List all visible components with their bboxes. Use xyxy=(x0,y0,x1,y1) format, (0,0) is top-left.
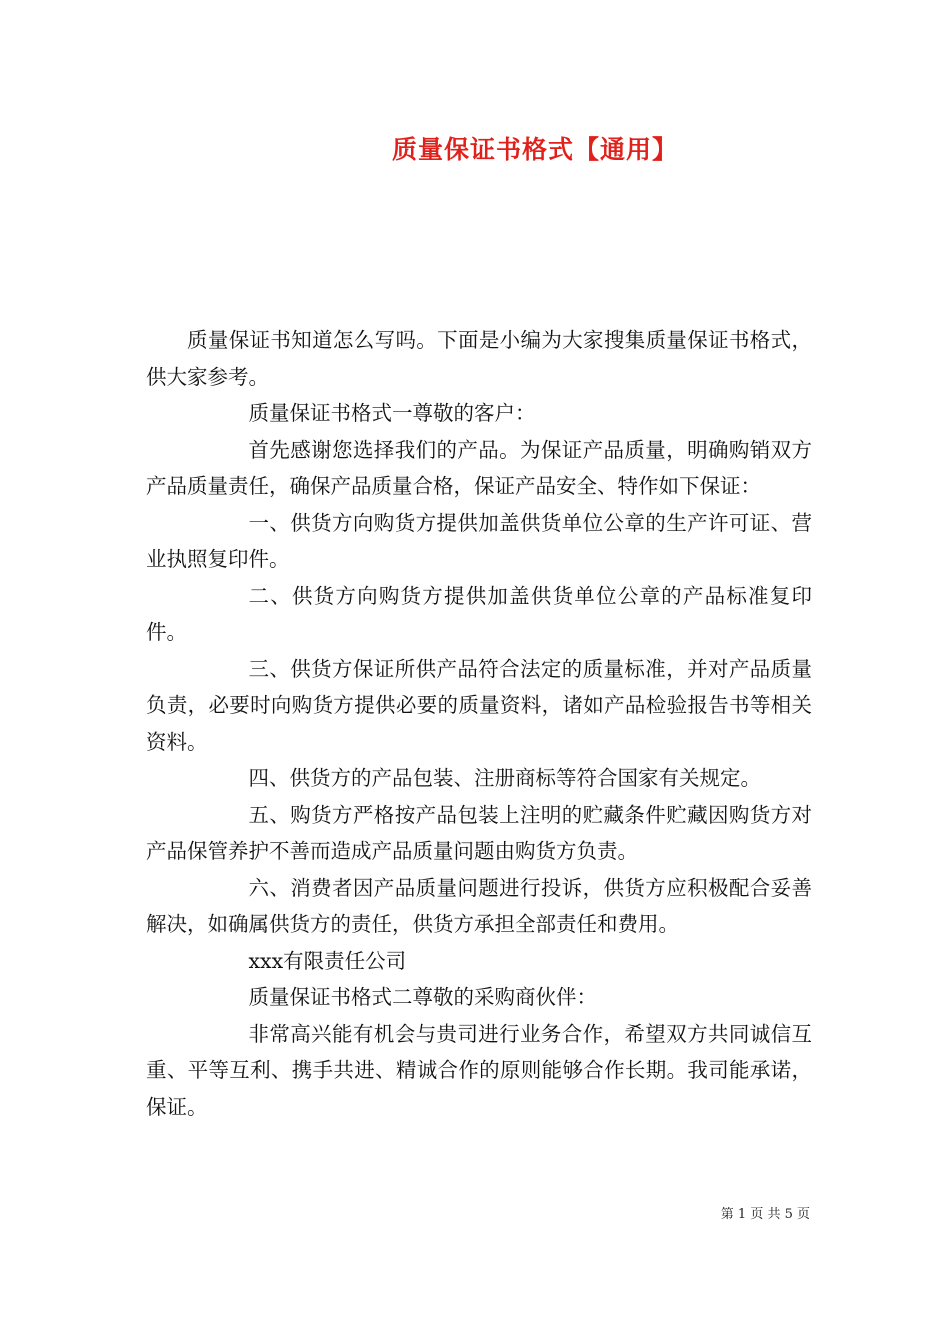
format-two-heading: 质量保证书格式二尊敬的采购商伙伴： xyxy=(248,985,597,1009)
intro-paragraph: 质量保证书知道怎么写吗。下面是小编为大家搜集质量保证书格式，供大家参考。 xyxy=(146,328,812,389)
company-name: xxx有限责任公司 xyxy=(248,948,407,973)
clause-five: 五、购货方严格按产品包装上注明的贮藏条件贮藏因购货方对产品保管养护不善而造成产品质量问题由购货方负责。 xyxy=(146,802,812,863)
clause-two: 二、供货方向购货方提供加盖供货单位公章的产品标准复印件。 xyxy=(146,583,812,644)
page-number: 第 1 页 共 5 页 xyxy=(720,1207,810,1222)
document-title: 质量保证书格式【通用】 xyxy=(391,135,678,164)
format-two-opening: 非常高兴能有机会与贵司进行业务合作，希望双方共同诚信互重、平等互利、携手共进、精诚合作的原则能够合作长期。我司能承诺，保证。 xyxy=(146,1021,812,1119)
clause-one: 一、供货方向购货方提供加盖供货单位公章的生产许可证、营业执照复印件。 xyxy=(146,510,812,571)
format-one-heading: 质量保证书格式一尊敬的客户： xyxy=(248,401,536,425)
clause-six: 六、消费者因产品质量问题进行投诉，供货方应积极配合妥善解决，如确属供货方的责任，供货方承担全部责任和费用。 xyxy=(146,875,812,936)
clause-three: 三、供货方保证所供产品符合法定的质量标准，并对产品质量负责，必要时向购货方提供必要的质量资料，诸如产品检验报告书等相关资料。 xyxy=(146,656,812,754)
clause-four: 四、供货方的产品包装、注册商标等符合国家有关规定。 xyxy=(248,766,761,790)
document-body xyxy=(146,322,812,1125)
format-one-opening: 首先感谢您选择我们的产品。为保证产品质量，明确购销双方产品质量责任，确保产品质量合格，保证产品安全、特作如下保证： xyxy=(146,437,812,498)
